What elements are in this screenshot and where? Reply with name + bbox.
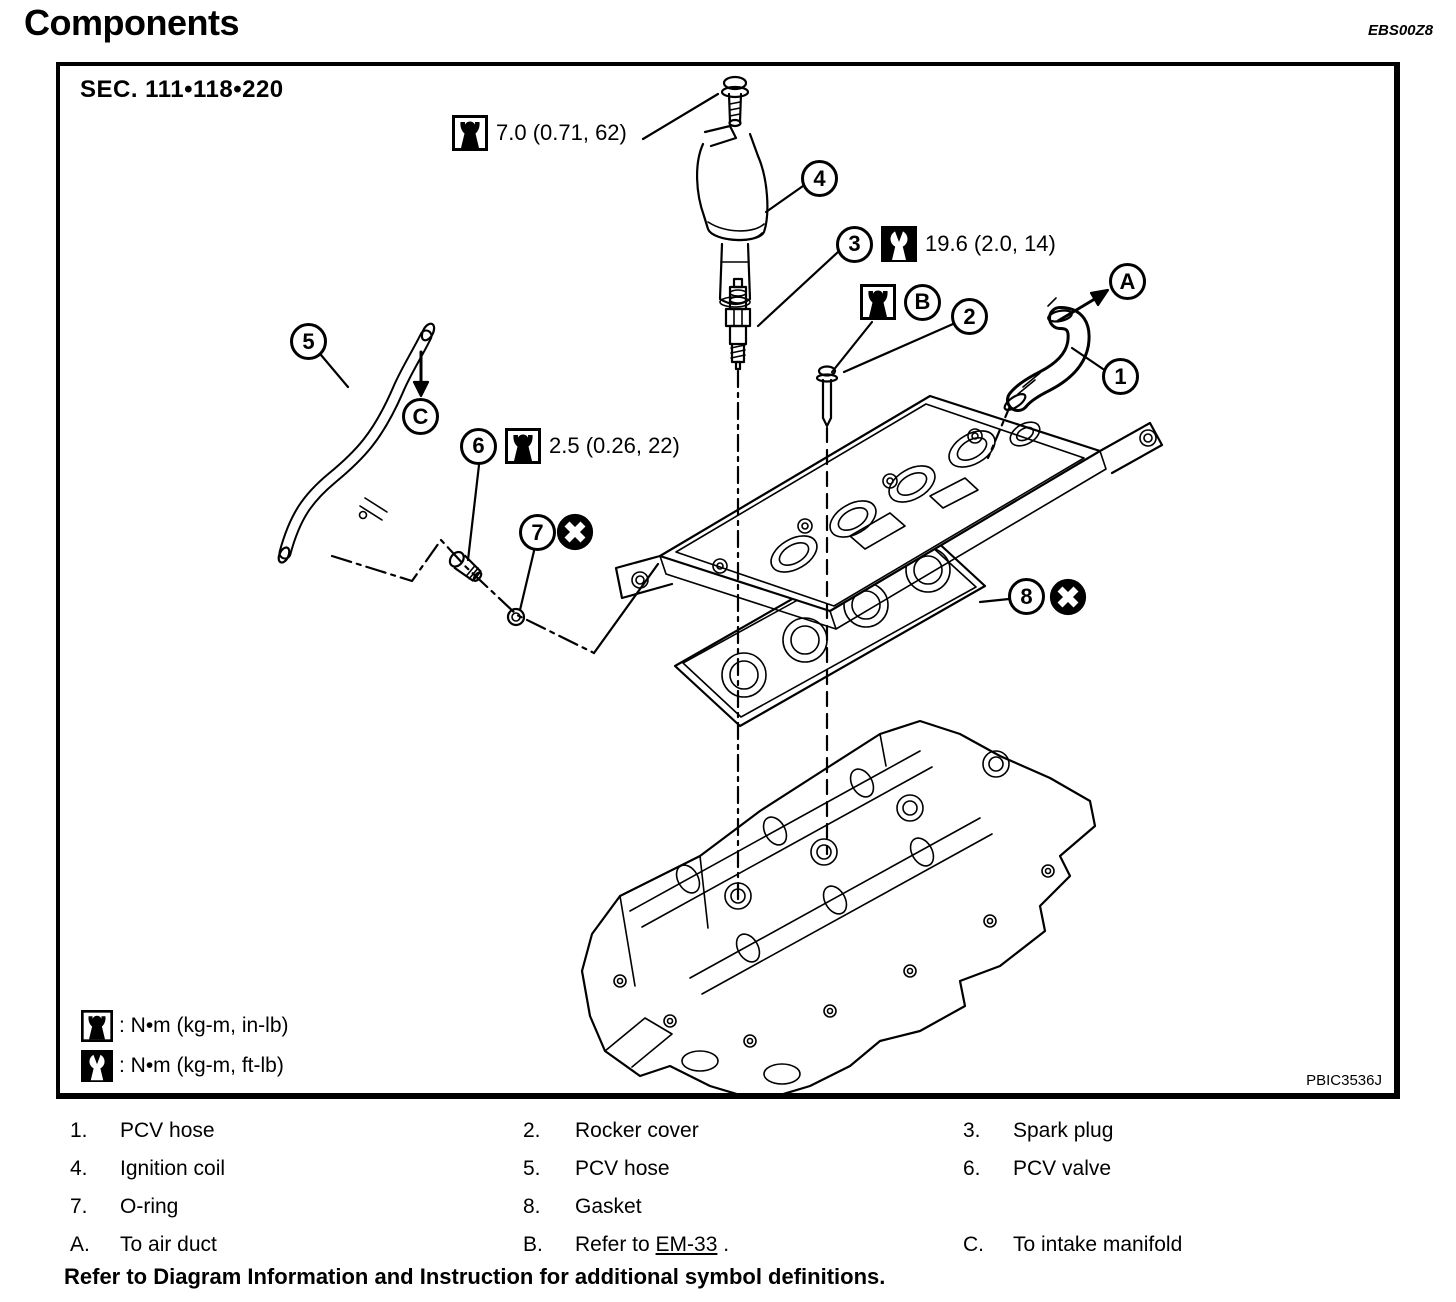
spark-plug	[726, 279, 750, 369]
ref-label-composite	[575, 1233, 729, 1257]
legend-ft-lb	[81, 1049, 284, 1083]
callout-5: 5	[290, 323, 327, 360]
page-title: Components	[24, 2, 239, 43]
ignition-coil	[697, 126, 767, 307]
ref-num: B.	[523, 1233, 543, 1256]
legend-text: : N•m (kg-m, in-lb)	[119, 1014, 289, 1037]
torque-ref-B	[860, 283, 941, 321]
figure-code: PBIC3536J	[1306, 1072, 1382, 1089]
callout-A: A	[1109, 263, 1146, 300]
wrench-in-lb-icon	[505, 428, 541, 464]
leader-callout-7	[520, 551, 534, 610]
callout-C: C	[402, 398, 439, 435]
ref-label: To air duct	[120, 1233, 217, 1256]
part-num: 6.	[963, 1157, 981, 1180]
callout-6: 6	[460, 428, 497, 465]
leader-callout-5	[321, 355, 348, 387]
torque-value: 19.6 (2.0, 14)	[925, 231, 1056, 256]
part-label: Rocker cover	[575, 1119, 699, 1142]
part-label: Gasket	[575, 1195, 642, 1218]
leader-callout-2	[844, 324, 953, 372]
leader-callout-4	[766, 186, 803, 212]
callout-B: B	[904, 284, 941, 321]
part-num: 5.	[523, 1157, 541, 1180]
part-label: PCV hose	[120, 1119, 215, 1142]
exploded-view-drawing	[60, 66, 1394, 1093]
legend-in-lb	[81, 1009, 289, 1043]
wrench-in-lb-icon	[81, 1010, 113, 1042]
cover-bolt	[817, 367, 837, 427]
part-num: 4.	[70, 1157, 88, 1180]
torque-value: 7.0 (0.71, 62)	[496, 120, 627, 145]
leader-callout-8	[980, 599, 1009, 602]
valve-centerline-2	[594, 564, 658, 653]
torque-value: 2.5 (0.26, 22)	[549, 433, 680, 458]
part-label: Spark plug	[1013, 1119, 1114, 1142]
part-num: 7.	[70, 1195, 88, 1218]
leader-callout-3	[758, 252, 838, 326]
part-num: 3.	[963, 1119, 981, 1142]
cover-right-bracket	[1100, 423, 1162, 473]
torque-label-coil-bolt	[452, 114, 627, 152]
callout-2: 2	[951, 298, 988, 335]
leader-callout-B	[832, 322, 872, 372]
callout-3: 3	[836, 226, 873, 263]
torque-label-pcv-valve	[460, 427, 680, 465]
cylinder-head-outline	[582, 721, 1095, 1093]
part-label: O-ring	[120, 1195, 179, 1218]
ref-num: A.	[70, 1233, 90, 1256]
leader-callout-6	[468, 465, 479, 560]
torque-label-spark-plug	[836, 225, 1056, 263]
ref-suffix: .	[717, 1233, 730, 1256]
ref-label: To intake manifold	[1013, 1233, 1183, 1256]
do-not-reuse-icon	[1051, 580, 1085, 614]
callout-8: 8	[1008, 578, 1045, 615]
part-num: 8.	[523, 1195, 541, 1218]
callout-4: 4	[801, 160, 838, 197]
coil-bolt	[722, 77, 748, 126]
callout-7: 7	[519, 514, 556, 551]
ref-prefix: Refer to	[575, 1233, 656, 1256]
wrench-in-lb-icon	[860, 284, 896, 320]
wrench-ft-lb-icon	[81, 1050, 113, 1082]
part-label: PCV hose	[575, 1157, 670, 1180]
ref-num: C.	[963, 1233, 984, 1256]
part-label: PCV valve	[1013, 1157, 1112, 1180]
cover-left-bracket	[616, 556, 672, 598]
callout-1: 1	[1102, 358, 1139, 395]
part-num: 1.	[70, 1119, 88, 1142]
section-label: SEC. 111•118•220	[80, 76, 284, 103]
diagram-frame	[56, 62, 1400, 1099]
part-num: 2.	[523, 1119, 541, 1142]
wrench-in-lb-icon	[452, 115, 488, 151]
wrench-ft-lb-icon	[881, 226, 917, 262]
footnote: Refer to Diagram Information and Instruction for additional symbol definitions.	[64, 1264, 886, 1289]
do-not-reuse-icon	[558, 515, 592, 549]
document-code: EBS00Z8	[1368, 22, 1434, 39]
part-label: Ignition coil	[120, 1157, 226, 1180]
em-33-link[interactable]: EM-33	[655, 1233, 718, 1256]
legend-text: : N•m (kg-m, ft-lb)	[119, 1054, 284, 1077]
